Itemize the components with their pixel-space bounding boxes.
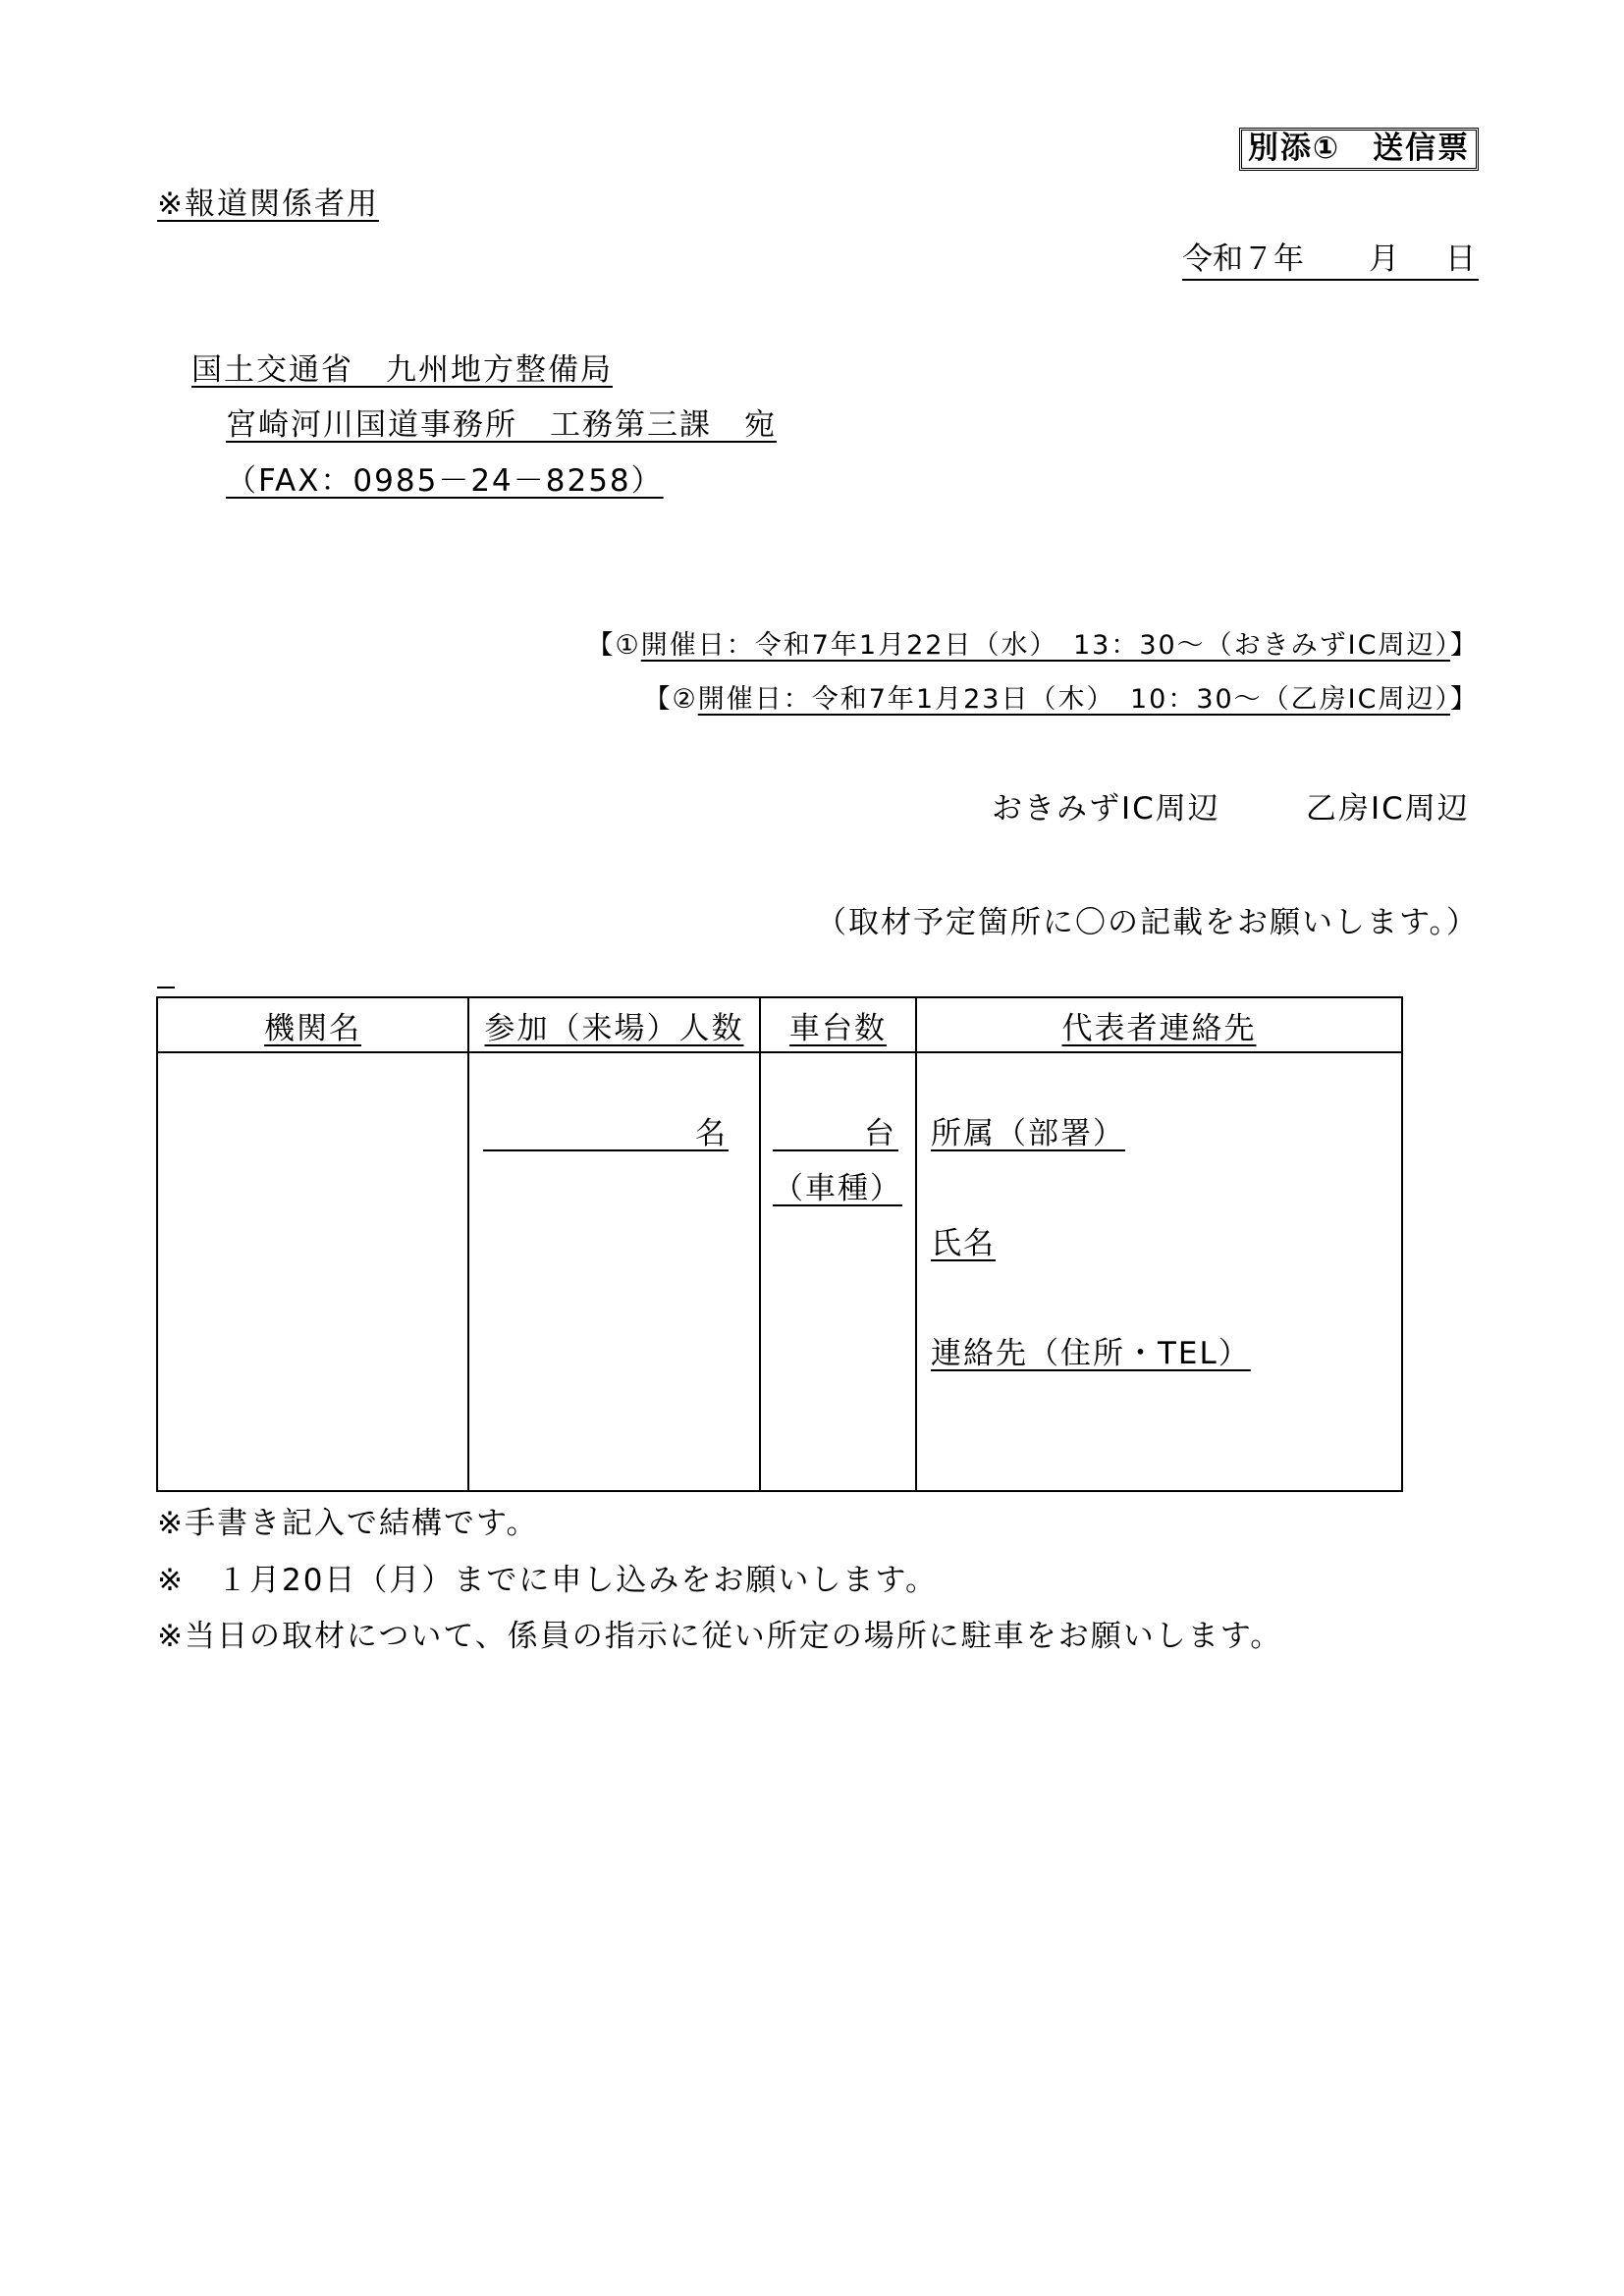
instruction-text: （取材予定箇所に〇の記載をお願いします。） — [815, 905, 1479, 940]
note-deadline: ※ １月20日（月）までに申し込みをお願いします。 — [157, 1563, 938, 1598]
date-day: 日 — [1445, 241, 1476, 277]
event-2-suffix: 】 — [1450, 684, 1479, 715]
organization-cell[interactable] — [157, 1052, 468, 1491]
header-vehicles: 車台数 — [760, 997, 916, 1052]
event-1-suffix: 】 — [1450, 630, 1479, 661]
event-2 — [644, 680, 1479, 720]
note-handwriting: ※手書き記入で結構です。 — [157, 1506, 539, 1541]
recipient-office: 宮崎河川国道事務所 工務第三課 宛 — [226, 407, 777, 443]
table-entry-row — [157, 1052, 1402, 1491]
header-attendees: 参加（来場）人数 — [468, 997, 760, 1052]
event-1-prefix: 【① — [586, 630, 641, 661]
attachment-label-box — [1239, 128, 1479, 171]
location-otofusa: 乙房IC周辺 — [1306, 791, 1470, 827]
event-2-prefix: 【② — [643, 684, 698, 715]
location-okimizu: おきみずIC周辺 — [992, 791, 1220, 827]
date-era: 令和７年 — [1182, 241, 1304, 277]
recipient-fax: （FAX：0985－24－8258） — [226, 463, 664, 499]
table-header-row — [157, 997, 1402, 1052]
vehicles-cell[interactable] — [760, 1052, 916, 1491]
contact-address-label: 連絡先（住所・TEL） — [931, 1336, 1251, 1371]
application-form-table — [156, 996, 1403, 1492]
press-note: ※報道関係者用 — [157, 187, 379, 222]
header-contact: 代表者連絡先 — [916, 997, 1402, 1052]
contact-name-label: 氏名 — [931, 1226, 996, 1261]
event-1-body: 開催日：令和7年1月22日（水） 13：30～（おきみずIC周辺） — [640, 630, 1450, 661]
attendees-fill-line — [483, 1149, 729, 1151]
contact-department-label: 所属（部署） — [931, 1116, 1125, 1151]
recipient-ministry: 国土交通省 九州地方整備局 — [191, 352, 613, 388]
date-month: 月 — [1369, 241, 1399, 277]
vehicle-type-label: （車種） — [773, 1171, 902, 1206]
attachment-label: 別添① 送信票 — [1247, 131, 1471, 166]
note-parking: ※当日の取材について、係員の指示に従い所定の場所に駐車をお願いします。 — [157, 1619, 1283, 1654]
date-line — [1182, 240, 1479, 281]
vehicles-unit: 台 — [864, 1116, 896, 1151]
event-2-body: 開催日：令和7年1月23日（木） 10：30～（乙房IC周辺） — [697, 684, 1450, 715]
contact-cell[interactable] — [916, 1052, 1402, 1491]
attendees-unit: 名 — [695, 1116, 728, 1151]
header-organization: 機関名 — [157, 997, 468, 1052]
stray-mark — [157, 987, 175, 988]
attendees-cell[interactable] — [468, 1052, 760, 1491]
event-1 — [587, 626, 1479, 666]
